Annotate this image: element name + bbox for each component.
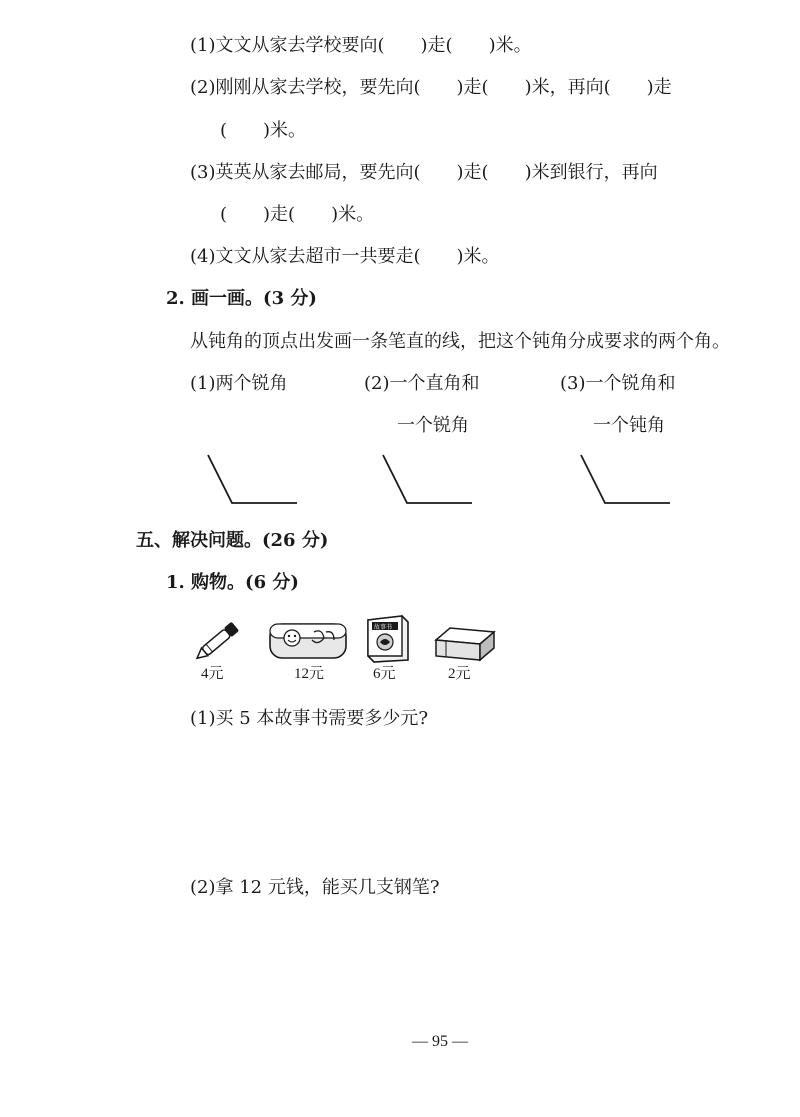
price-eraser: 2元 [448, 666, 471, 682]
q2-option-2a: (2)一个直角和 [364, 373, 480, 394]
q1-line-4: (4)文文从家去超市一共要走( )米。 [190, 246, 500, 267]
eraser-icon [432, 624, 498, 664]
q2-instruction: 从钝角的顶点出发画一条笔直的线，把这个钝角分成要求的两个角。 [190, 331, 730, 352]
price-pencil-case: 12元 [294, 666, 325, 682]
fountain-pen-icon [194, 614, 246, 664]
svg-text:故事书: 故事书 [374, 624, 393, 631]
page-number: — 95 — [412, 1033, 468, 1050]
section-5-title: 五、解决问题。(26 分) [136, 530, 329, 551]
obtuse-angle-1 [205, 452, 300, 508]
price-fountain-pen: 4元 [201, 666, 224, 682]
q2-title: 2. 画一画。(3 分) [166, 288, 317, 309]
q1-line-3a: (3)英英从家去邮局，要先向( )走( )米到银行，再向 [190, 162, 658, 183]
q2-option-3b: 一个钝角 [593, 415, 665, 436]
q2-option-2b: 一个锐角 [397, 415, 469, 436]
sub-question-1: (1)买 5 本故事书需要多少元? [190, 708, 429, 729]
q1-line-2a: (2)刚刚从家去学校，要先向( )走( )米，再向( )走 [190, 77, 672, 98]
obtuse-angle-3 [578, 452, 673, 508]
obtuse-angle-2 [380, 452, 475, 508]
section-5-q1-title: 1. 购物。(6 分) [166, 572, 299, 593]
story-book-icon [364, 612, 412, 664]
q1-line-3b: ( )走( )米。 [220, 204, 375, 225]
price-story-book: 6元 [373, 666, 396, 682]
q2-option-3a: (3)一个锐角和 [560, 373, 676, 394]
q1-line-2b: ( )米。 [220, 120, 307, 141]
q1-line-1: (1)文文从家去学校要向( )走( )米。 [190, 35, 532, 56]
pencil-case-icon [268, 618, 350, 662]
q2-option-1: (1)两个锐角 [190, 373, 288, 394]
sub-question-2: (2)拿 12 元钱，能买几支钢笔? [190, 877, 440, 898]
